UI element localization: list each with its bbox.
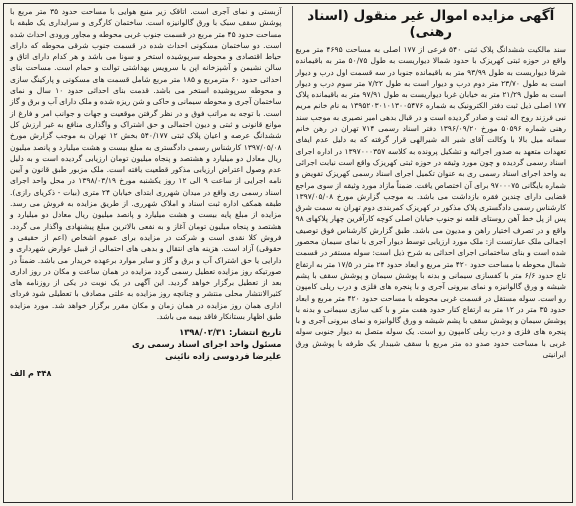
publication-date: تاریخ انتشار: ۱۳۹۸/۰۲/۳۱ bbox=[179, 327, 282, 338]
notice-columns bbox=[7, 6, 569, 500]
left-column bbox=[7, 6, 285, 500]
signatory-name: علیرضا فردوسی زاده نائینی bbox=[165, 351, 282, 362]
signature-block bbox=[10, 326, 282, 380]
right-column bbox=[292, 6, 570, 500]
signatory-title: مسئول واحد اجرای اسناد رسمی ری bbox=[132, 339, 282, 350]
right-column-text: سند مالکیت ششدانگ پلاک ثبتی ۵۴۰ فرعی از ۱۷۷ اصلی به مساحت ۴۶۹۵ متر مربع واقع در حوزه ثبتی کهریزک با حدود شمالا دیواریست به طول ۵۰/۷۵ متر به باقیمانده شرقا دیواریست به طول ۹۳/۹۹ متر به باقیمانده جنوبا در سه قسمت اول درب و دیوار است به طول ۲۳/۷۰ متر دوم درب و دیوار است به طول ۷/۲۲ متر سوم درب و دیوار است به طول ۲۱/۲۹ متر به خیابان غربا دیواریست به طول ۹۷/۹۱ متر به باقیمانده پلاک ۱۷۷ اصلی ذیل ثبت دفتر الکترونیک به شماره ۱۳۹۵۲۰۳۰۱۰۱۳۰۰۵۴۷۶ به نام خانم مریم نبی فرزند روح اله ثبت و صادر گردیده است و در قبال بدهی امیر نصیری به موجب سند رهنی شماره ۵۰۵۹۶ مورخ ۱۳۹۶/۰۹/۲۰ دفتر اسناد رسمی ۷۱۴ تهران در رهن خانم سمانه میل بالا با وکالت آقای شیر اله شیرالهی قرار گرفته که به دلیل عدم ایفای تعهدات متعهد به صدور اجرائیه و تشکیل پرونده به کلاسه ۱۳۹۷۰۰۰۳۵۷ در اداره اجرای اسناد رسمی گردیده و چون مورد وثیقه در حوزه ثبتی کهریزک واقع است نیابت اجرائی به واحد اجرای اسناد رسمی ری به عنوان تکمیل اجرای اسناد رسمی کهریزک تفویض و شماره بایگانی ۹۷۰۰۰۷۵ برای آن اختصاص یافت. ضمناً مازاد مورد وثیقه از سوی مراجع قضایی دارای چندین فقره بازداشت می باشد. به موجب گزارش مورخ ۱۳۹۷/۰۵/۰۸ کارشناس رسمی دادگستری پلاک مذکور در کهریزک کمربندی دوم تهران به سمت شرق پس از پل خط آهن روستای قلعه نو جنوب خیابان اصلی کوچه کارآفرین چهار پلاکهای ۹۸ واقع و در تصرف اختیار راهن و مدیون می باشد. طبق گزارش کارشناس فوق توصیف اجمالی ملک عبارتست از: ملک مورد ارزیابی توسط دیوار آجری با نمای سیمان محصور شده است و بنای ساختمانی اجرای احداثی به شرح ذیل است: سوله مستقر در قسمت شمال محوطه با مساحت حدود ۴۲۰ متر مربع و ابعاد حدود ۲۴ متر در ۱۷/۵ متر به ارتفاع تاج حدود ۶/۶ متر با کفسازی سیمانی و بدنه با پوشش سیمان و پوشش سقف با پشم شیشه و ورق گالوانیزه و نمای بیرونی آجری و با پنجره های فلزی و درب ریلی کامپون رو است. سوله مستقل در قسمت غربی محوطه با مساحت حدود ۴۲۰ متر مربع و ابعاد حدود ۳۵ متر در ۱۲ متر به ارتفاع کنار حدود هفت متر و با کف سازی سیمانی و بدنه با پوشش سیمان و پوشش سقف با پشم شیشه و ورق گالوانیزه و نمای بیرونی آجری و با پنجره های فلزی و درب ریلی کامپون رو است. یک سوله متصل به دیوار جنوبی سوله غربی با مساحت حدود صدو ده متر مربع با سقف شیبدار یک طرفه با پوشش ورق ایرانیتی bbox=[295, 45, 567, 360]
notice-title: آگهی مزایده اموال غیر منقول (اسناد رهنی) bbox=[307, 8, 555, 40]
left-column-text: آزبستی و نمای آجری است. اتاقک زیر منبع هوایی با مساحت حدود ۳۵ متر مربع با پوشش سقف سبک با ورق گالوانیزه است. ساختمان کارگری و سرایداری یک طبقه با مساحت حدود ۴۵ متر مربع در قسمت جنوب غربی محوطه و مجاور ورودی احداث شده است. دو ساختمان مسکونی احداث شده در قسمت جنوب شرقی محوطه که دارای حیاط اقتصادی و محوطه سرپوشیده استخر و سونا می باشد و هر کدام دارای اتاق و سالن نشیمن و آشپزخانه اپن با سرویس بهداشتی توالت و حمام است. مساحت بنای احداثی حدود ۶۰ مترمربع و ۱۸۵ متر مربع شامل قسمت های مسکونی و پارکینگ سازی و محوطه سرپوشیده استخر می باشد. قدمت بنای احداثی حدود ۱۰ سال و نمای ساختمان آجری و محوطه سیمانی و حاکی و شن ریزه شده و ملک دارای آب و برق و گاز است. با توجه به مراتب فوق و در نظر گرفتن موقعیت و جهات و جوانب امر و فارغ از موانع قانونی و ثبتی و دیون احتمالی و حق اشتراک و واگذاری منافع به غیر ارزش کل ششدانگ عرصه و اعیان پلاک ثبتی ۵۴۰/۱۷۷ بخش ۱۲ تهران به موجب گزارش مورخ ۱۳۹۷/۰۵/۰۸ کارشناس رسمی دادگستری به مبلغ بیست و هشت میلیارد و پانصد میلیون ریال معادل دو میلیارد و هشتصد و پنجاه میلیون تومان ارزیابی گردیده است و به دلیل عدم وصول اعتراض ارزیابی مذکور قطعیت یافته است. ملک مزبور طبق قانون و آیین نامه اجرایی از ساعت ۹ الی ۱۲ روز یکشنبه مورخ ۱۳۹۸/۰۳/۱۹ در محل واحد اجرای اسناد رسمی ری واقع در میدان شهرری ابتدای خیابان ۲۴ متری (بیات - ذکریای رازی). طبقه همکف اداره ثبت اسناد و املاک شهرری. از طریق مزایده به فروش می رسد. مزایده از مبلغ پایه بیست و هشت میلیارد و پانصد میلیون ریال معادل دو میلیارد و هشتصد و پنجاه میلیون تومان آغاز و به نفعی بالاترین مبلغ پیشنهادی واگذار می گردد. فروش کلا نقدی است و شرکت در مزایده برای عموم اشخاص (اعم از حقیقی و حقوقی) آزاد است. هزینه های انتقال و بدهی های احتمالی از قبیل عوارض شهرداری و دارایی یا حق اشتراک آب و برق و گاز و سایر موارد برعهده خریدار می باشد. ضمناً در صورتیکه روز مزایده تعطیل رسمی گردد مزایده در همان ساعت و مکان در روز اداری بعد از تعطیل برگزار خواهد گردید. این آگهی در یک نوبت در یکی از روزنامه های کثیرالانتشار محلی منتشر و چنانچه روز مزایده به علتی مصادف با تعطیلی شود فردای اداری همان روز مزایده در همان زمان و مکان مقرر برگزار خواهد شد. مورد مزایده طبق اظهار بستانکار فاقد بیمه می باشد. bbox=[10, 7, 282, 322]
reference-code: ۳۴۸ م الف bbox=[10, 369, 52, 379]
